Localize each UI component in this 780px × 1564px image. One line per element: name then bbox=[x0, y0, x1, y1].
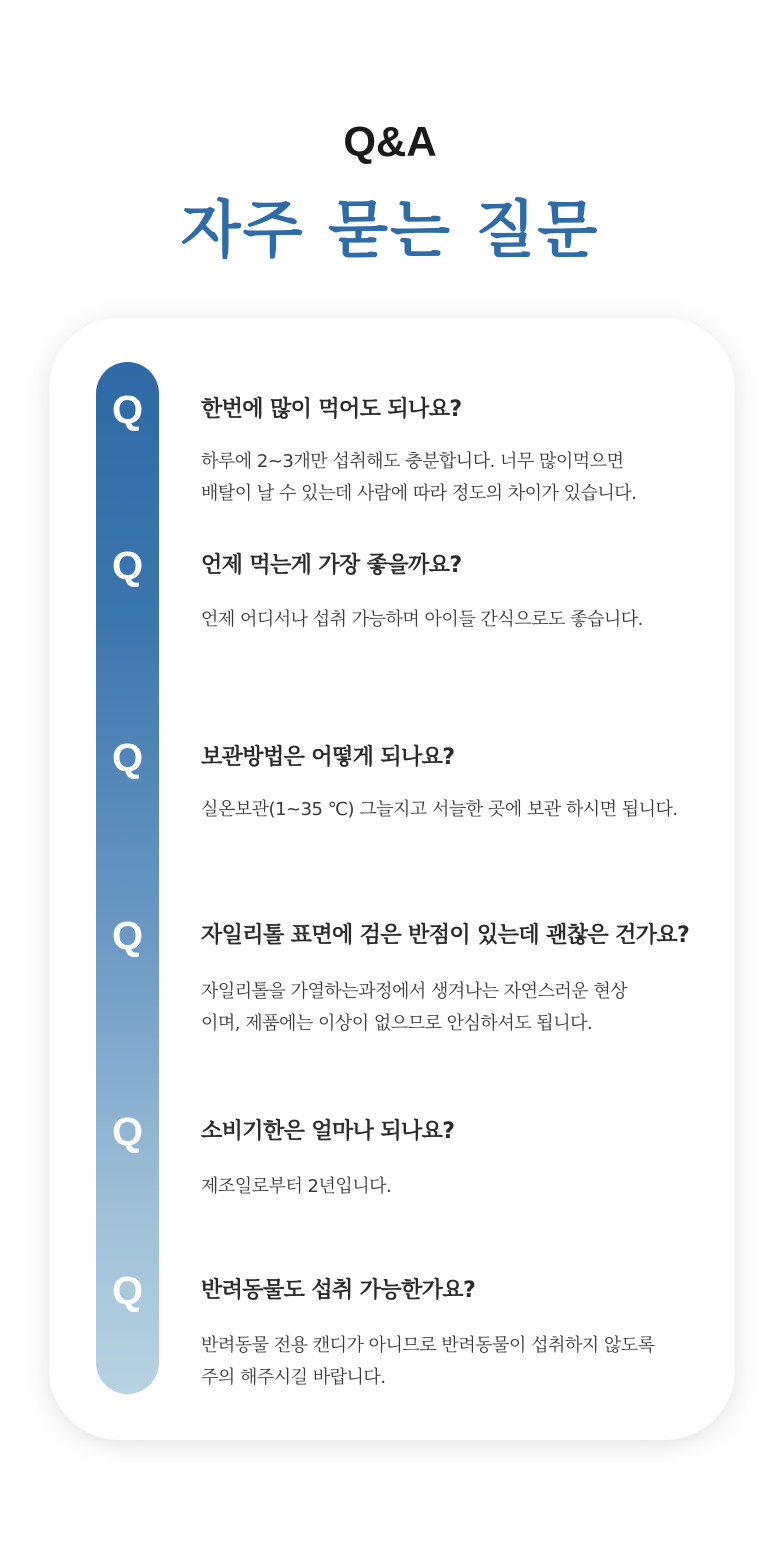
faq-answer-3 bbox=[201, 794, 678, 826]
faq-answer-4-line-2: 이며, 제품에는 이상이 없으므로 안심하셔도 됩니다. bbox=[201, 1013, 593, 1034]
faq-answer-6-line-2: 주의 해주시길 바랍니다. bbox=[201, 1367, 386, 1388]
faq-answer-4-line-1: 자일리톨을 가열하는과정에서 생겨나는 자연스러운 현상 bbox=[201, 981, 628, 1002]
faq-question-5: 소비기한은 얼마나 되나요? bbox=[201, 1119, 455, 1144]
question-marker-bar bbox=[96, 362, 159, 1394]
faq-answer-5-line-1: 제조일로부터 2년입니다. bbox=[201, 1176, 392, 1197]
faq-question-2: 언제 먹는게 가장 좋을까요? bbox=[201, 553, 462, 578]
q-marker-4: Q bbox=[111, 914, 144, 958]
faq-answer-6-line-1: 반려동물 전용 캔디가 아니므로 반려동물이 섭취하지 않도록 bbox=[201, 1335, 655, 1356]
q-marker-2: Q bbox=[111, 544, 144, 588]
q-marker-1: Q bbox=[111, 388, 144, 432]
faq-answer-5 bbox=[201, 1171, 391, 1203]
faq-answer-1-line-1: 하루에 2~3개만 섭취해도 충분합니다. 너무 많이먹으면 bbox=[201, 451, 624, 472]
faq-answer-2 bbox=[201, 604, 643, 636]
faq-answer-4 bbox=[201, 976, 627, 1040]
faq-question-4: 자일리톨 표면에 검은 반점이 있는데 괜찮은 건가요? bbox=[201, 923, 690, 948]
qna-eyebrow: Q&A bbox=[343, 118, 437, 165]
faq-answer-3-line-1: 실온보관(1~35 ℃) 그늘지고 서늘한 곳에 보관 하시면 됩니다. bbox=[201, 799, 678, 820]
faq-answer-1-line-2: 배탈이 날 수 있는데 사람에 따라 정도의 차이가 있습니다. bbox=[201, 483, 637, 504]
q-marker-6: Q bbox=[111, 1269, 144, 1313]
faq-question-1: 한번에 많이 먹어도 되나요? bbox=[201, 397, 462, 422]
faq-answer-1 bbox=[201, 446, 636, 510]
faq-question-3: 보관방법은 어떻게 되나요? bbox=[201, 745, 455, 770]
q-marker-5: Q bbox=[111, 1110, 144, 1154]
faq-question-6: 반려동물도 섭취 가능한가요? bbox=[201, 1278, 476, 1303]
faq-answer-2-line-1: 언제 어디서나 섭취 가능하며 아이들 간식으로도 좋습니다. bbox=[201, 609, 643, 630]
page-title: 자주 묻는 질문 bbox=[180, 193, 600, 266]
faq-answer-6 bbox=[201, 1330, 655, 1394]
q-marker-3: Q bbox=[111, 736, 144, 780]
